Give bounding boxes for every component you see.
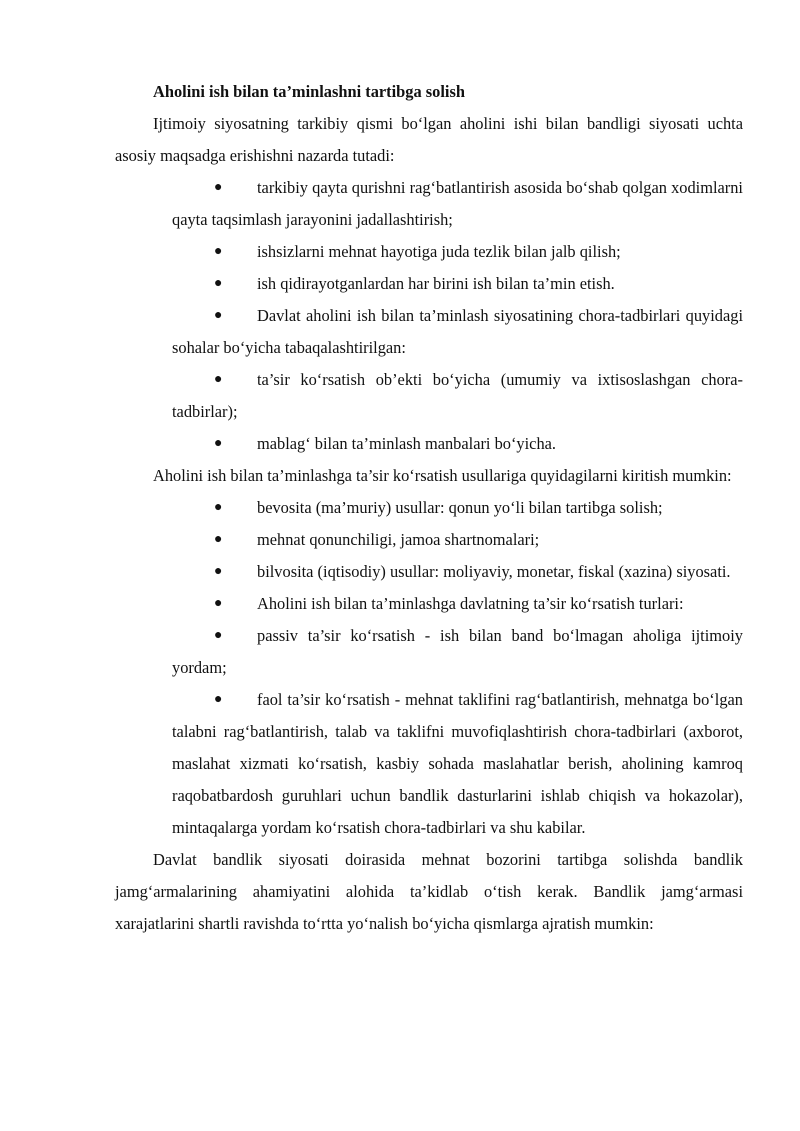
section-heading: Aholini ish bilan ta’minlashni tartibga solish	[153, 82, 465, 101]
bullet-icon: ●	[214, 276, 223, 291]
list-item-text: ish qidirayotganlardan har birini ish bilan ta’min etish.	[257, 274, 615, 293]
list-item	[172, 172, 743, 236]
intro-paragraph: Ijtimoiy siyosatning tarkibiy qismi bo‘lgan aholini ishi bilan bandligi siyosati uchta asosiy maqsadga erishishni nazarda tutadi:	[115, 114, 743, 165]
bullet-icon: ●	[214, 692, 223, 707]
fund-paragraph: Davlat bandlik siyosati doirasida mehnat bozorini tartibga solishda bandlik jamg‘armalarining ahamiyatini alohida ta’kidlab o‘tish kerak. Bandlik jamg‘armasi xarajatlarini shartli ravishda to‘rtta yo‘nalish bo‘yicha qismlarga ajratish mumkin:	[115, 850, 743, 933]
bullet-icon: ●	[214, 532, 223, 547]
bullet-icon: ●	[214, 180, 223, 195]
bullet-icon: ●	[214, 500, 223, 515]
list-item-text: Davlat aholini ish bilan ta’minlash siyosatining chora-tadbirlari quyidagi sohalar bo‘yicha tabaqalashtirilgan:	[172, 306, 743, 357]
list-item-text: passiv ta’sir ko‘rsatish - ish bilan band bo‘lmagan aholiga ijtimoiy yordam;	[172, 626, 743, 677]
list-item-text: faol ta’sir ko‘rsatish - mehnat taklifini rag‘batlantirish, mehnatga bo‘lgan talabni rag‘batlantirish, talab va taklifni muvofiqlashtirish chora-tadbirlari (axborot, maslahat xizmati ko‘rsatish, kasbiy sohada maslahatlar berish, aholining kamroq raqobatbardosh guruhlari uchun bandlik dasturlarini ishlab chiqish va hokazolar), mintaqalarga yordam ko‘rsatish chora-tadbirlari va shu kabilar.	[172, 690, 743, 837]
bullet-icon: ●	[214, 372, 223, 387]
bullet-icon: ●	[214, 596, 223, 611]
list-item	[172, 364, 743, 428]
list-item	[172, 684, 743, 844]
list-item-text: tarkibiy qayta qurishni rag‘batlantirish asosida bo‘shab qolgan xodimlarni qayta taqsimlash jarayonini jadallashtirish;	[172, 178, 743, 229]
list-item-text: ishsizlarni mehnat hayotiga juda tezlik bilan jalb qilish;	[257, 242, 621, 261]
list-item	[172, 492, 743, 524]
bullet-icon: ●	[214, 564, 223, 579]
list-item	[172, 236, 743, 268]
list-item-text: ta’sir ko‘rsatish ob’ekti bo‘yicha (umumiy va ixtisoslashgan chora-tadbirlar);	[172, 370, 743, 421]
list-item-text: bevosita (ma’muriy) usullar: qonun yo‘li bilan tartibga solish;	[257, 498, 663, 517]
list-item	[172, 588, 743, 620]
list-item-text: Aholini ish bilan ta’minlashga davlatning ta’sir ko‘rsatish turlari:	[257, 594, 684, 613]
list-item-text: mablag‘ bilan ta’minlash manbalari bo‘yicha.	[257, 434, 557, 453]
bullet-icon: ●	[214, 436, 223, 451]
list-item	[172, 300, 743, 364]
list-item	[172, 556, 743, 588]
goals-list	[115, 172, 743, 460]
bullet-icon: ●	[214, 244, 223, 259]
bullet-icon: ●	[214, 308, 223, 323]
list-item	[172, 524, 743, 556]
methods-paragraph: Aholini ish bilan ta’minlashga ta’sir ko‘rsatish usullariga quyidagilarni kiritish mumkin:	[153, 466, 732, 485]
document-page	[115, 76, 743, 940]
methods-list	[115, 492, 743, 844]
list-item	[172, 620, 743, 684]
list-item	[172, 268, 743, 300]
list-item-text: bilvosita (iqtisodiy) usullar: moliyaviy, monetar, fiskal (xazina) siyosati.	[257, 562, 731, 581]
bullet-icon: ●	[214, 628, 223, 643]
list-item	[172, 428, 743, 460]
list-item-text: mehnat qonunchiligi, jamoa shartnomalari;	[257, 530, 540, 549]
